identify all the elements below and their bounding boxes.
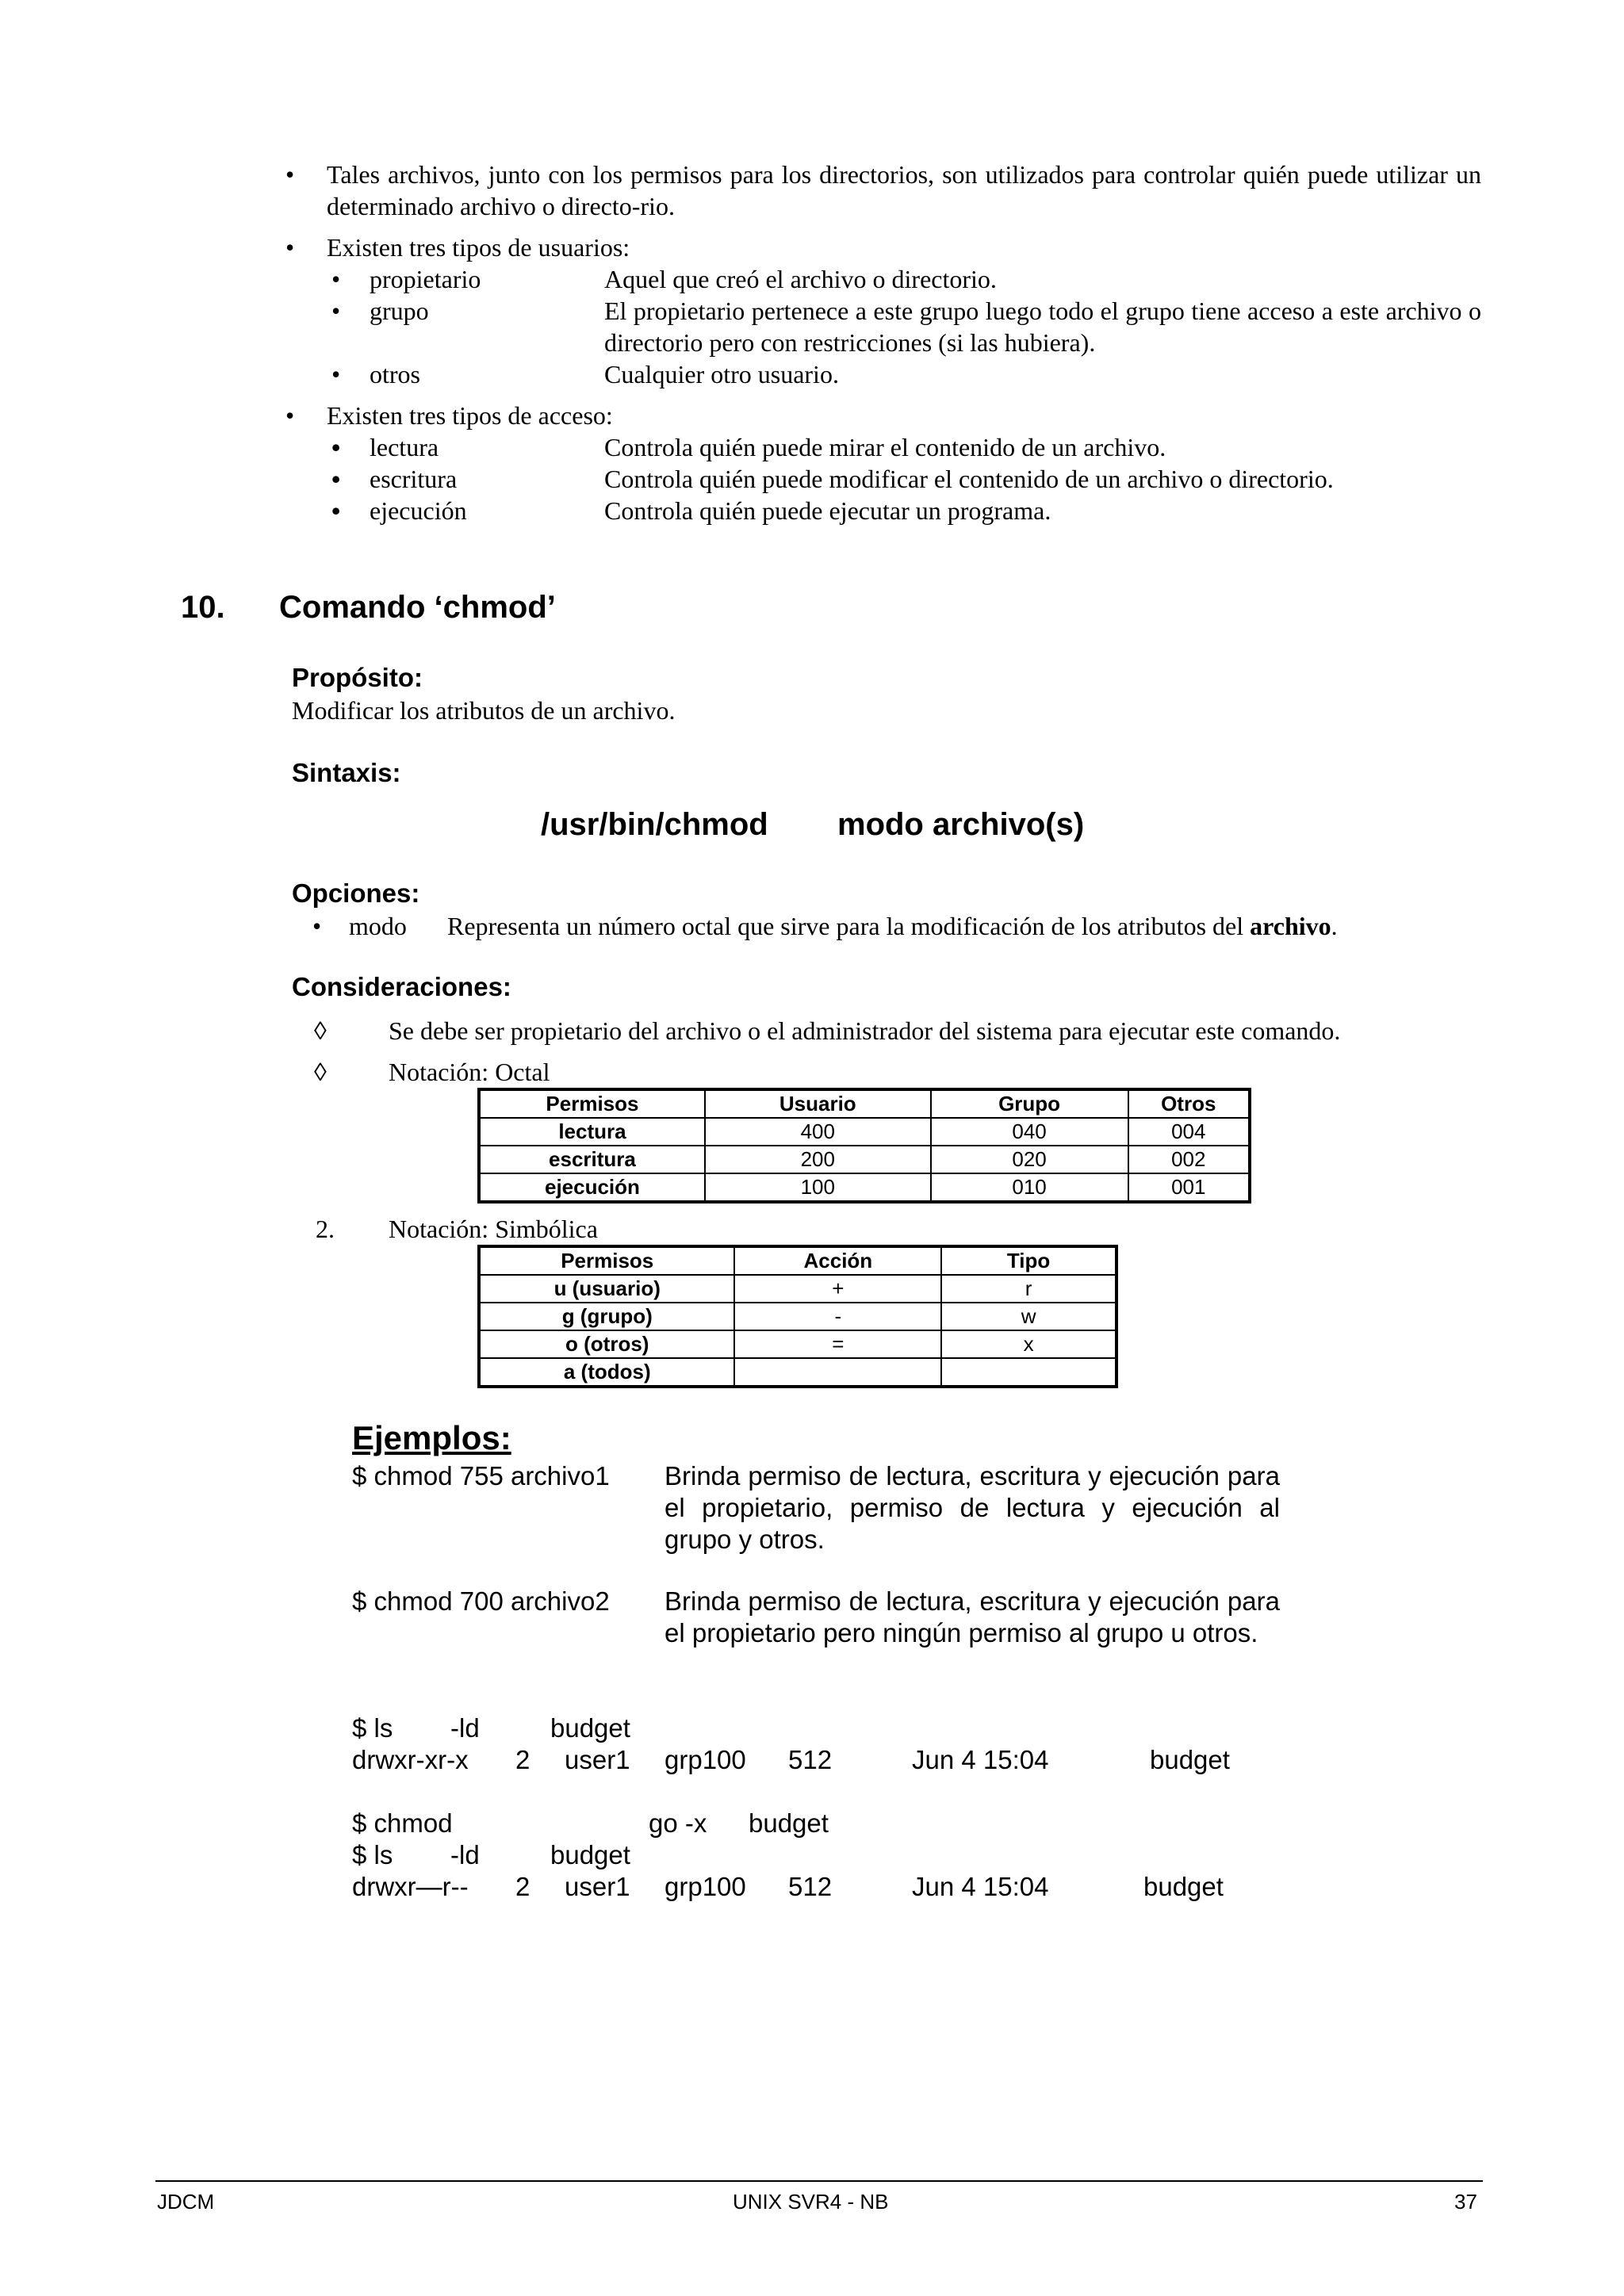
sub-bullet: •: [331, 433, 341, 461]
terminal-token: grp100: [665, 1872, 746, 1901]
opciones-label: Opciones:: [292, 878, 420, 908]
table-cell: o (otros): [479, 1330, 734, 1358]
ejemplos-label: Ejemplos:: [352, 1419, 511, 1456]
consideraciones-label: Consideraciones:: [292, 972, 511, 1001]
octal-table: [477, 1088, 1251, 1203]
terminal-token: -ld: [450, 1840, 480, 1869]
sub-bullet: •: [331, 265, 341, 293]
table-cell: g (grupo): [479, 1303, 734, 1330]
access-term: lectura: [370, 433, 439, 461]
user-desc: Aquel que creó el archivo o directorio.: [604, 265, 997, 293]
access-desc: Controla quién puede mirar el contenido de un archivo.: [604, 433, 1166, 461]
sub-bullet: •: [331, 360, 341, 388]
terminal-token: go -x: [649, 1808, 707, 1838]
option-desc: [447, 910, 1338, 942]
table-header: Grupo: [931, 1089, 1128, 1118]
terminal-token: Jun 4 15:04: [912, 1745, 1049, 1774]
proposito-label: Propósito:: [292, 663, 423, 692]
syntax-command: /usr/bin/chmod: [541, 807, 768, 842]
table-cell: 400: [705, 1118, 931, 1146]
table-row: [479, 1146, 1250, 1173]
table-cell: 010: [931, 1173, 1128, 1202]
bullet-dot: •: [285, 401, 295, 430]
sub-bullet: •: [331, 496, 341, 525]
sub-bullet: •: [312, 912, 322, 940]
footer-left: JDCM: [157, 2190, 215, 2214]
table-cell: w: [941, 1303, 1116, 1330]
user-term: grupo: [370, 297, 429, 325]
sub-bullet: •: [331, 297, 341, 325]
terminal-token: 2: [515, 1872, 530, 1901]
diamond-marker: ◊: [314, 1016, 327, 1045]
intro-paragraph-2: Existen tres tipos de usuarios:: [327, 233, 630, 262]
table-cell: 020: [931, 1146, 1128, 1173]
table-cell: x: [941, 1330, 1116, 1358]
access-term: ejecución: [370, 496, 467, 525]
option-desc-text: Representa un número octal que sirve para la modificación de los atributos del: [447, 912, 1251, 940]
table-cell: r: [941, 1275, 1116, 1303]
terminal-token: -ld: [450, 1713, 480, 1743]
table-header: Acción: [734, 1246, 941, 1275]
terminal-token: budget: [550, 1713, 630, 1743]
access-desc: Controla quién puede modificar el contenido de un archivo o directorio.: [604, 465, 1334, 493]
table-cell: =: [734, 1330, 941, 1358]
diamond-marker: ◊: [314, 1058, 327, 1086]
terminal-token: budget: [550, 1840, 630, 1869]
page-number: 37: [1454, 2190, 1477, 2214]
terminal-token: user1: [565, 1872, 630, 1901]
footer-center: UNIX SVR4 - NB: [733, 2190, 889, 2214]
section-number: 10.: [181, 590, 225, 625]
table-header: Usuario: [705, 1089, 931, 1118]
table-row: [479, 1330, 1116, 1358]
example-description: Brinda permiso de lectura, escritura y ejecución para el propietario, permiso de lectura y ejecución al grupo y otros.: [665, 1461, 1280, 1554]
table-row: [479, 1275, 1116, 1303]
user-desc: El propietario pertenece a este grupo luego todo el grupo tiene acceso a este archivo o directorio pero con restricciones (si las hubiera).: [604, 297, 1481, 357]
terminal-token: user1: [565, 1745, 630, 1774]
table-header: Permisos: [479, 1246, 734, 1275]
user-desc: Cualquier otro usuario.: [604, 360, 839, 388]
table-cell: -: [734, 1303, 941, 1330]
table-cell: lectura: [479, 1118, 705, 1146]
option-desc-bold: archivo: [1250, 912, 1331, 940]
table-row: [479, 1358, 1116, 1387]
table-cell: 040: [931, 1118, 1128, 1146]
table-cell: ejecución: [479, 1173, 705, 1202]
terminal-token: $ ls: [352, 1713, 393, 1743]
terminal-token: drwxr-xr-x: [352, 1745, 469, 1774]
terminal-token: budget: [749, 1808, 829, 1838]
table-cell: [941, 1358, 1116, 1387]
terminal-token: grp100: [665, 1745, 746, 1774]
proposito-text: Modificar los atributos de un archivo.: [292, 696, 676, 725]
table-cell: u (usuario): [479, 1275, 734, 1303]
footer-rule: [155, 2180, 1483, 2182]
sub-bullet: •: [331, 465, 341, 493]
terminal-token: Jun 4 15:04: [912, 1872, 1049, 1901]
terminal-token: drwxr—r--: [352, 1872, 469, 1901]
intro-paragraph-1: Tales archivos, junto con los permisos para los directorios, son utilizados para controlar quién puede utilizar un determinado archivo o directo-rio.: [327, 160, 1481, 220]
access-term: escritura: [370, 465, 458, 493]
example-command: $ chmod 700 archivo2: [352, 1586, 610, 1616]
bullet-dot: •: [285, 233, 295, 262]
consideration-2: Notación: Octal: [389, 1058, 550, 1086]
table-row: [479, 1303, 1116, 1330]
table-cell: 004: [1128, 1118, 1250, 1146]
table-header-row: [479, 1089, 1250, 1118]
table-cell: 001: [1128, 1173, 1250, 1202]
bullet-dot: •: [285, 160, 295, 189]
option-desc-end: .: [1331, 912, 1338, 940]
syntax-args: modo archivo(s): [837, 807, 1085, 842]
table-cell: 200: [705, 1146, 931, 1173]
consideration-1: Se debe ser propietario del archivo o el administrador del sistema para ejecutar este comando.: [389, 1016, 1341, 1045]
terminal-token: 512: [788, 1872, 833, 1901]
numbered-marker: 2.: [316, 1215, 335, 1243]
terminal-token: budget: [1143, 1872, 1224, 1901]
table-row: [479, 1118, 1250, 1146]
table-cell: 100: [705, 1173, 931, 1202]
table-row: [479, 1173, 1250, 1202]
symbolic-table: [477, 1245, 1118, 1388]
table-header: Permisos: [479, 1089, 705, 1118]
access-desc: Controla quién puede ejecutar un programa.: [604, 496, 1051, 525]
example-description: Brinda permiso de lectura, escritura y ejecución para el propietario pero ningún permiso al grupo u otros.: [665, 1586, 1280, 1647]
terminal-token: $ chmod: [352, 1808, 453, 1838]
table-cell: [734, 1358, 941, 1387]
table-cell: +: [734, 1275, 941, 1303]
terminal-token: budget: [1150, 1745, 1230, 1774]
user-term: propietario: [370, 265, 481, 293]
table-cell: a (todos): [479, 1358, 734, 1387]
terminal-token: $ ls: [352, 1840, 393, 1869]
user-term: otros: [370, 360, 420, 388]
intro-paragraph-3: Existen tres tipos de acceso:: [327, 401, 613, 430]
table-header: Otros: [1128, 1089, 1250, 1118]
table-header: Tipo: [941, 1246, 1116, 1275]
sintaxis-label: Sintaxis:: [292, 758, 401, 787]
option-term: modo: [349, 912, 407, 940]
table-cell: 002: [1128, 1146, 1250, 1173]
example-command: $ chmod 755 archivo1: [352, 1461, 610, 1490]
table-header-row: [479, 1246, 1116, 1275]
consideration-3: Notación: Simbólica: [389, 1215, 598, 1243]
terminal-token: 512: [788, 1745, 833, 1774]
terminal-token: 2: [515, 1745, 530, 1774]
table-cell: escritura: [479, 1146, 705, 1173]
section-title: Comando ‘chmod’: [279, 590, 556, 625]
